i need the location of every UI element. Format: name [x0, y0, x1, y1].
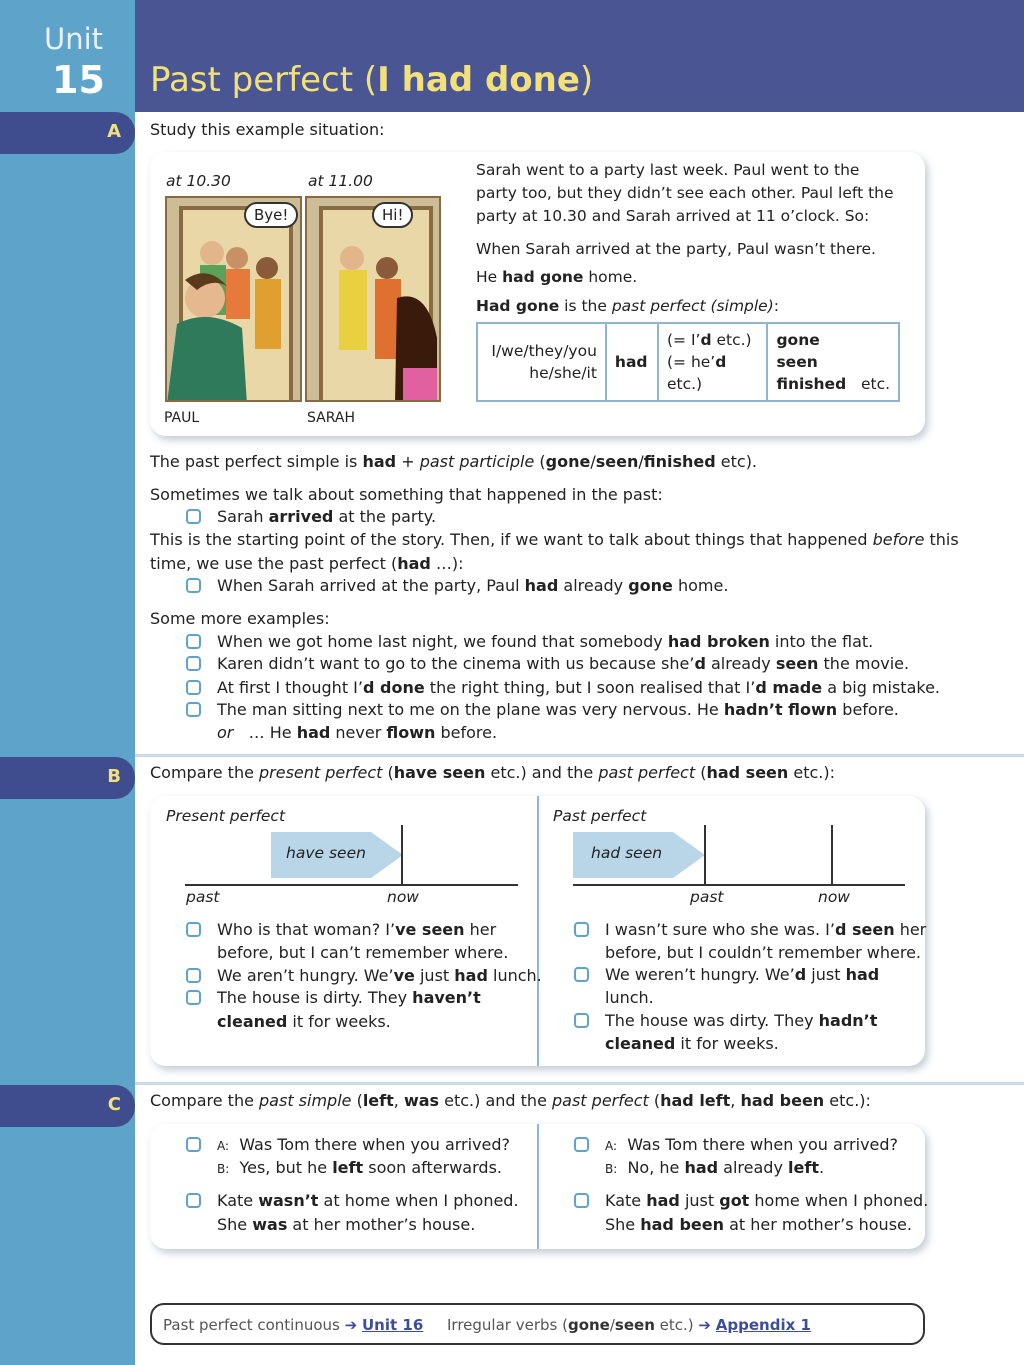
time-label-1: at 10.30 — [166, 172, 231, 190]
b-right-example-1-cont: before, but I couldn’t remember where. — [605, 943, 922, 962]
bullet — [186, 968, 201, 983]
timeline — [185, 884, 518, 886]
bullet — [186, 634, 201, 649]
example-6: The man sitting next to me on the plane was very nervous. He hadn’t flown before. — [217, 700, 899, 719]
bullet — [186, 702, 201, 717]
bullet — [186, 922, 201, 937]
footer-ref-2: Irregular verbs (gone/seen etc.) ➔ Appendix 1 — [447, 1316, 811, 1334]
bullet — [574, 1013, 589, 1028]
arrow-head — [371, 832, 403, 878]
b-left-example-1-cont: before, but I can’t remember where. — [217, 943, 509, 962]
b-left-example-3-cont: cleaned it for weeks. — [217, 1012, 391, 1031]
c-left-dialogue-a: A: Was Tom there when you arrived? — [217, 1135, 511, 1154]
c-left-kate-2: She was at her mother’s house. — [217, 1215, 476, 1234]
column-divider — [537, 1124, 539, 1249]
b-left-example-2: We aren’t hungry. We’ve just had lunch. — [217, 966, 542, 985]
aux-cell: had — [607, 324, 659, 400]
bullet — [186, 509, 201, 524]
bullet — [186, 1137, 201, 1152]
now-marker — [401, 825, 403, 885]
story-line-2: party too, but they didn’t see each other. Paul left the — [476, 184, 894, 202]
now-label: now — [818, 888, 850, 906]
story-line-3: party at 10.30 and Sarah arrived at 11 o’clock. So: — [476, 207, 870, 225]
bullet — [574, 922, 589, 937]
bullet — [186, 680, 201, 695]
example-6-alt: or … He had never flown before. — [217, 723, 498, 742]
b-left-example-1: Who is that woman? I’ve seen her — [217, 920, 497, 939]
bullet — [186, 990, 201, 1005]
column-divider — [537, 796, 539, 1066]
c-right-kate-1: Kate had just got home when I phoned. — [605, 1191, 929, 1210]
now-label: now — [387, 888, 419, 906]
short-form-cell: (= I’d etc.) (= he’d etc.) — [659, 324, 768, 400]
arrow-right-icon: ➔ — [344, 1316, 358, 1334]
caption-sarah: SARAH — [307, 410, 355, 426]
story-line-5: He had gone home. — [476, 268, 638, 286]
past-label: past — [186, 888, 220, 906]
party-scene-paul — [167, 198, 302, 402]
bullet — [186, 1193, 201, 1208]
caption-paul: PAUL — [164, 410, 200, 426]
story-line-6: Had gone is the past perfect (simple): — [476, 297, 780, 315]
present-perfect-heading: Present perfect — [166, 807, 286, 825]
paragraph-1: Sometimes we talk about something that happened in the past: — [150, 485, 663, 504]
example-5: At first I thought I’d done the right thing, but I soon realised that I’d made a big mistake. — [217, 678, 940, 697]
subject-cell: I/we/they/you he/she/it — [478, 324, 607, 400]
c-right-dialogue-a: A: Was Tom there when you arrived? — [605, 1135, 899, 1154]
bullet — [574, 1137, 589, 1152]
page-title: Past perfect (I had done) — [150, 60, 594, 100]
b-right-example-3: The house was dirty. They hadn’t — [605, 1011, 878, 1030]
illustration-sarah — [305, 196, 441, 402]
bullet — [574, 967, 589, 982]
link-unit-16[interactable]: Unit 16 — [361, 1316, 424, 1334]
time-label-2: at 11.00 — [308, 172, 373, 190]
b-right-example-1: I wasn’t sure who she was. I’d seen her — [605, 920, 927, 939]
unit-label: Unit — [44, 22, 104, 56]
story-line-1: Sarah went to a party last week. Paul went to the — [476, 161, 860, 179]
past-perfect-heading: Past perfect — [553, 807, 647, 825]
speech-bubble-hi: Hi! — [372, 202, 413, 228]
paragraph-3: time, we use the past perfect (had …): — [150, 554, 464, 573]
b-right-example-2-cont: lunch. — [605, 988, 654, 1007]
past-label: past — [690, 888, 724, 906]
example-3: When we got home last night, we found that somebody had broken into the flat. — [217, 632, 874, 651]
bullet — [574, 1193, 589, 1208]
c-left-dialogue-b: B: Yes, but he left soon afterwards. — [217, 1158, 502, 1177]
example-1: Sarah arrived at the party. — [217, 507, 437, 526]
b-right-example-3-cont: cleaned it for weeks. — [605, 1034, 779, 1053]
section-c-intro: Compare the past simple (left, was etc.) and the past perfect (had left, had been etc.): — [150, 1091, 871, 1110]
arrow-label: had seen — [591, 844, 663, 862]
party-scene-sarah — [307, 198, 441, 402]
arrow-right-icon: ➔ — [698, 1316, 711, 1334]
past-marker — [704, 825, 706, 885]
section-divider — [135, 754, 1024, 757]
speech-bubble-bye: Bye! — [244, 202, 298, 228]
arrow-head — [673, 832, 705, 878]
c-left-kate-1: Kate wasn’t at home when I phoned. — [217, 1191, 519, 1210]
paragraph-4: Some more examples: — [150, 609, 330, 628]
section-b-intro: Compare the present perfect (have seen etc.) and the past perfect (had seen etc.): — [150, 763, 835, 782]
section-tab-b: B — [0, 757, 135, 799]
timeline — [573, 884, 905, 886]
footer-ref-1: Past perfect continuous ➔ Unit 16 — [163, 1316, 424, 1334]
now-marker — [831, 825, 833, 885]
rule-line: The past perfect simple is had + past participle (gone/seen/finished etc). — [150, 452, 758, 471]
bullet — [186, 656, 201, 671]
participle-cell: gone seen finished etc. — [776, 331, 891, 393]
section-a-intro: Study this example situation: — [150, 120, 385, 139]
link-appendix-1[interactable]: Appendix 1 — [715, 1316, 811, 1334]
past-perfect-form-table — [476, 322, 900, 402]
c-right-kate-2: She had been at her mother’s house. — [605, 1215, 912, 1234]
bullet — [186, 578, 201, 593]
example-2: When Sarah arrived at the party, Paul had already gone home. — [217, 576, 729, 595]
b-left-example-3: The house is dirty. They haven’t — [217, 988, 481, 1007]
section-tab-c: C — [0, 1085, 135, 1127]
c-right-dialogue-b: B: No, he had already left. — [605, 1158, 825, 1177]
example-4: Karen didn’t want to go to the cinema with us because she’d already seen the movie. — [217, 654, 910, 673]
paragraph-2: This is the starting point of the story. Then, if we want to talk about things that happened before this — [150, 530, 959, 549]
arrow-label: have seen — [286, 844, 366, 862]
section-tab-a: A — [0, 112, 135, 154]
story-line-4: When Sarah arrived at the party, Paul wasn’t there. — [476, 240, 876, 258]
section-divider — [135, 1082, 1024, 1085]
unit-number: 15 — [52, 58, 105, 102]
cross-reference-footer — [150, 1303, 925, 1345]
b-right-example-2: We weren’t hungry. We’d just had — [605, 965, 880, 984]
left-margin-band — [0, 0, 135, 1365]
